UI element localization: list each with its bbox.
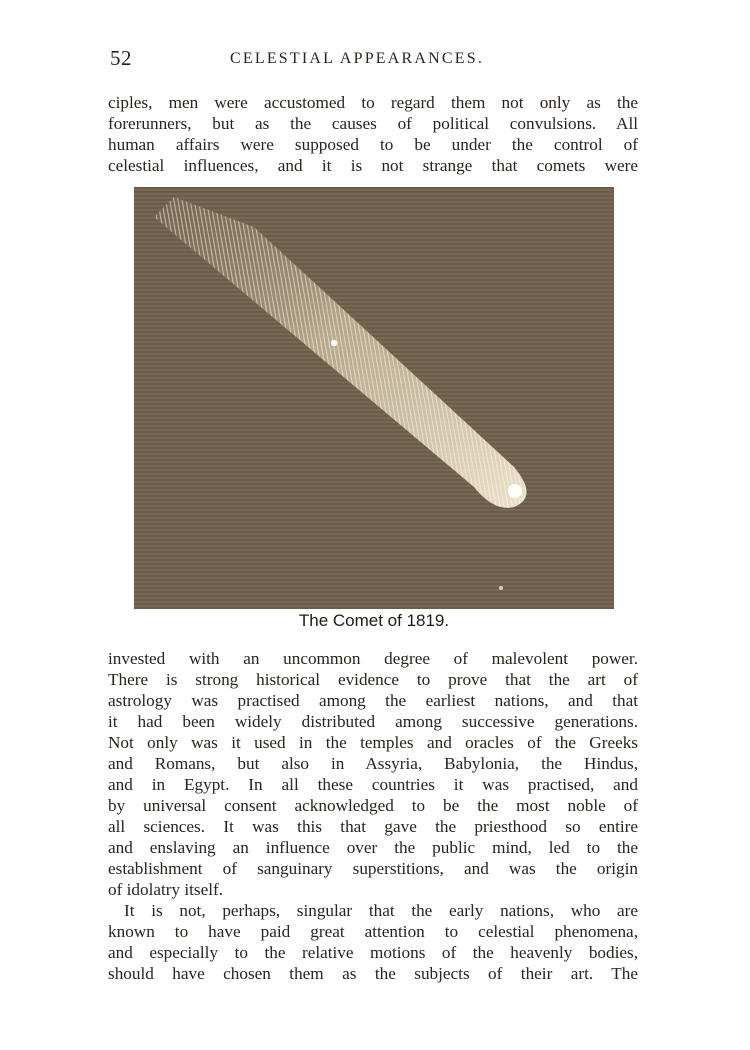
star: [499, 586, 503, 590]
text-line: It is not, perhaps, singular that the early nations, who are: [124, 901, 638, 920]
running-head: [110, 46, 640, 76]
text-line: celestial influences, and it is not strange that comets were: [108, 156, 638, 175]
text-line: and enslaving an influence over the public mind, led to the: [108, 838, 638, 857]
text-line: There is strong historical evidence to prove that the art of: [108, 670, 638, 689]
running-title: CELESTIAL APPEARANCES.: [230, 50, 485, 67]
comet-engraving: [134, 187, 614, 609]
bottom-text: [108, 648, 638, 984]
text-line: invested with an uncommon degree of malevolent power.: [108, 649, 638, 668]
star: [331, 340, 337, 346]
comet-engraving-svg: [134, 187, 614, 609]
paragraph-2: [108, 900, 638, 984]
text-line: astrology was practised among the earliest nations, and that: [108, 691, 638, 710]
text-line: by universal consent acknowledged to be the most noble of: [108, 796, 638, 815]
text-line: human affairs were supposed to be under the control of: [108, 135, 638, 154]
text-line: should have chosen them as the subjects of their art. The: [108, 964, 638, 983]
page-number: 52: [110, 46, 132, 70]
text-line: and especially to the relative motions of the heavenly bodies,: [108, 943, 638, 962]
text-line: Not only was it used in the temples and oracles of the Greeks: [108, 733, 638, 752]
comet-nucleus: [508, 484, 522, 498]
text-line: ciples, men were accustomed to regard them not only as the: [108, 93, 638, 112]
text-line: of idolatry itself.: [108, 880, 224, 899]
text-line: and in Egypt. In all these countries it was practised, and: [108, 775, 638, 794]
text-line: it had been widely distributed among successive generations.: [108, 712, 638, 731]
text-line: known to have paid great attention to celestial phenomena,: [108, 922, 638, 941]
figure-caption: The Comet of 1819.: [298, 611, 450, 630]
text-line: all sciences. It was this that gave the priesthood so entire: [108, 817, 638, 836]
text-line: and Romans, but also in Assyria, Babylonia, the Hindus,: [108, 754, 638, 773]
top-paragraph: [108, 92, 638, 176]
text-line: forerunners, but as the causes of political convulsions. All: [108, 114, 638, 133]
text-line: establishment of sanguinary superstitions, and was the origin: [108, 859, 638, 878]
paragraph-1: [108, 648, 638, 900]
